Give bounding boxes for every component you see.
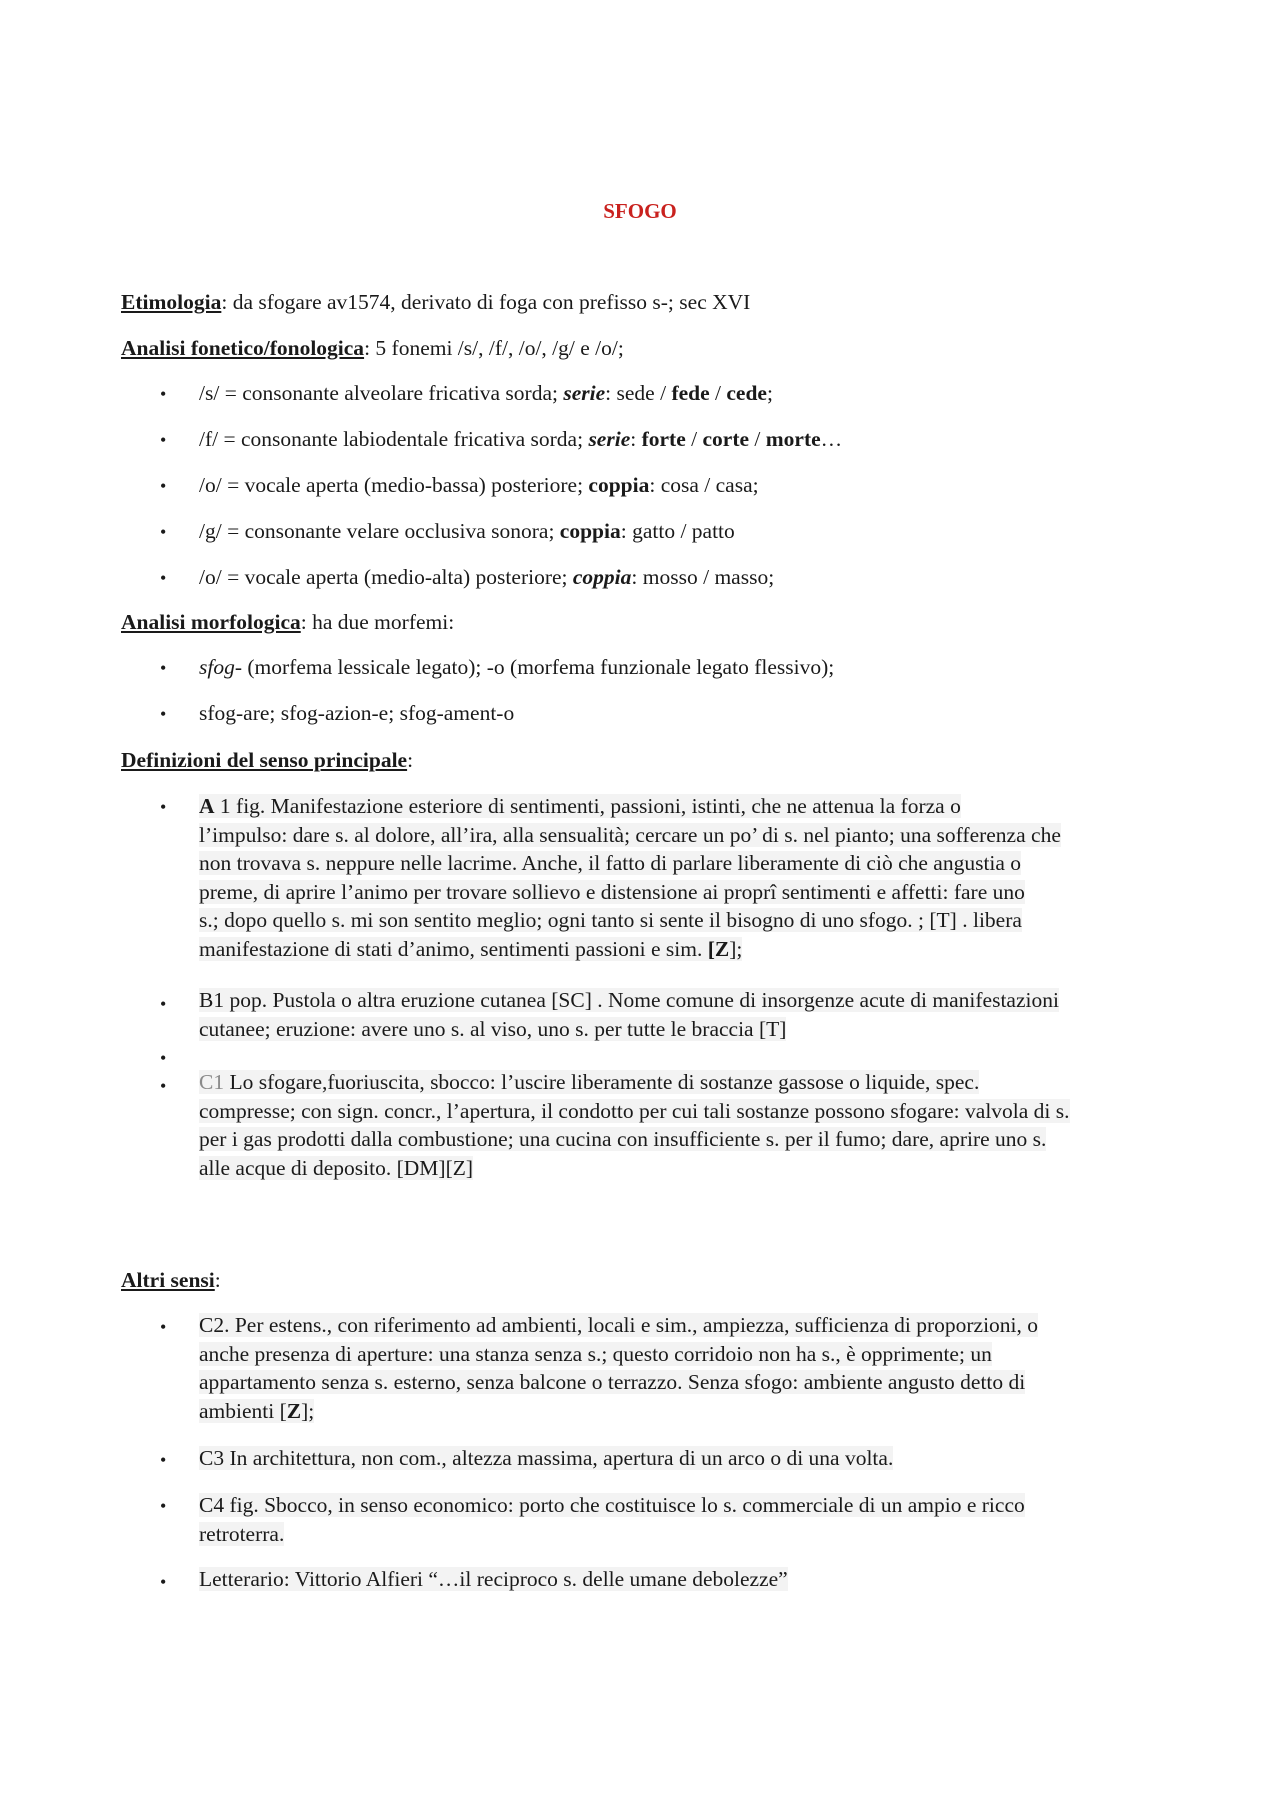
sense-c3: C3 In architettura, non com., altezza massima, apertura di un arco o di una volta.	[199, 1446, 894, 1470]
phoneme-item: /g/ = consonante velare occlusiva sonora; coppia: gatto / patto	[199, 519, 735, 543]
definition-b: B1 pop. Pustola o altra eruzione cutanea [SC] . Nome comune di insorgenze acute di manifestazioni cutanee; eruzione: avere uno s. al viso, uno s. per tutte le braccia [T]	[199, 988, 1059, 1041]
bullet: •	[160, 797, 167, 817]
morpheme-item: sfog-are; sfog-azion-e; sfog-ament-o	[199, 701, 515, 725]
bullet: •	[160, 384, 167, 404]
fonetica-heading: Analisi fonetico/fonologica	[121, 336, 365, 360]
bullet: •	[160, 994, 167, 1014]
etimologia-text: : da sfogare av1574, derivato di foga con prefisso s-; sec XVI	[221, 290, 751, 314]
morfologia-text: : ha due morfemi:	[300, 610, 455, 634]
phoneme-item: /f/ = consonante labiodentale fricativa sorda; serie: forte / corte / morte…	[199, 427, 843, 451]
morfologia-line	[121, 610, 454, 635]
definizioni-heading: Definizioni del senso principale	[121, 748, 408, 772]
bullet: •	[160, 658, 167, 678]
bullet: •	[160, 1317, 167, 1337]
bullet: •	[160, 704, 167, 724]
altri-heading: Altri sensi	[121, 1268, 215, 1292]
etimologia-heading: Etimologia	[121, 290, 222, 314]
bullet: •	[160, 1450, 167, 1470]
fonetica-text: : 5 fonemi /s/, /f/, /o/, /g/ e /o/;	[364, 336, 624, 360]
sense-letterario: Letterario: Vittorio Alfieri “…il reciproco s. delle umane debolezze”	[199, 1567, 788, 1591]
page-title: SFOGO	[603, 199, 677, 223]
bullet: •	[160, 568, 167, 588]
definition-a: A 1 fig. Manifestazione esteriore di sentimenti, passioni, istinti, che ne attenua la forza o l’impulso: dare s. al dolore, all’ira, alla sensualità; cercare un po’ di s. nel pianto; una sofferenza che non trovava s. neppure nelle lacrime. Anche, il fatto di parlare liberamente di ciò che angustia o preme, di aprire l’animo per trovare sollievo e distensione ai proprî sentimenti e affetti: fare uno s.; dopo quello s. mi son sentito meglio; ogni tanto si sente il bisogno di uno sfogo. ; [T] . libera manifestazione di stati d’animo, sentimenti passioni e sim. [Z];	[199, 794, 1061, 961]
morpheme-item: sfog- (morfema lessicale legato); -o (morfema funzionale legato flessivo);	[199, 655, 835, 679]
bullet: •	[160, 1496, 167, 1516]
bullet: •	[160, 1048, 167, 1068]
bullet: •	[160, 476, 167, 496]
bullet: •	[160, 1076, 167, 1096]
etimologia-line	[121, 290, 750, 315]
sense-c2: C2. Per estens., con riferimento ad ambienti, locali e sim., ampiezza, sufficienza di proporzioni, o anche presenza di aperture: una stanza senza s.; questo corridoio non ha s., è opprimente; un appartamento senza s. esterno, senza balcone o terrazzo. Senza sfogo: ambiente angusto detto di ambienti [Z];	[199, 1313, 1039, 1423]
fonetica-line	[121, 336, 624, 361]
bullet: •	[160, 430, 167, 450]
definition-c1: C1 Lo sfogare,fuoriuscita, sbocco: l’uscire liberamente di sostanze gassose o liquide, spec. compresse; con sign. concr., l’apertura, il condotto per cui tali sostanze possono sfogare: valvola di s. per i gas prodotti dalla combustione; una cucina con insufficiente s. per il fumo; dare, aprire uno s. alle acque di deposito. [DM][Z]	[199, 1070, 1070, 1180]
bullet: •	[160, 522, 167, 542]
sense-c4: C4 fig. Sbocco, in senso economico: porto che costituisce lo s. commerciale di un ampio e ricco retroterra.	[199, 1493, 1025, 1546]
definizioni-line: Definizioni del senso principale:	[121, 748, 414, 772]
phoneme-item: /o/ = vocale aperta (medio-bassa) posteriore; coppia: cosa / casa;	[199, 473, 759, 497]
phoneme-item: /o/ = vocale aperta (medio-alta) posteriore; coppia: mosso / masso;	[199, 565, 775, 589]
bullet: •	[160, 1572, 167, 1592]
phoneme-item: /s/ = consonante alveolare fricativa sorda; serie: sede / fede / cede;	[199, 381, 773, 405]
altri-line: Altri sensi:	[121, 1268, 221, 1292]
morfologia-heading: Analisi morfologica	[121, 610, 301, 634]
